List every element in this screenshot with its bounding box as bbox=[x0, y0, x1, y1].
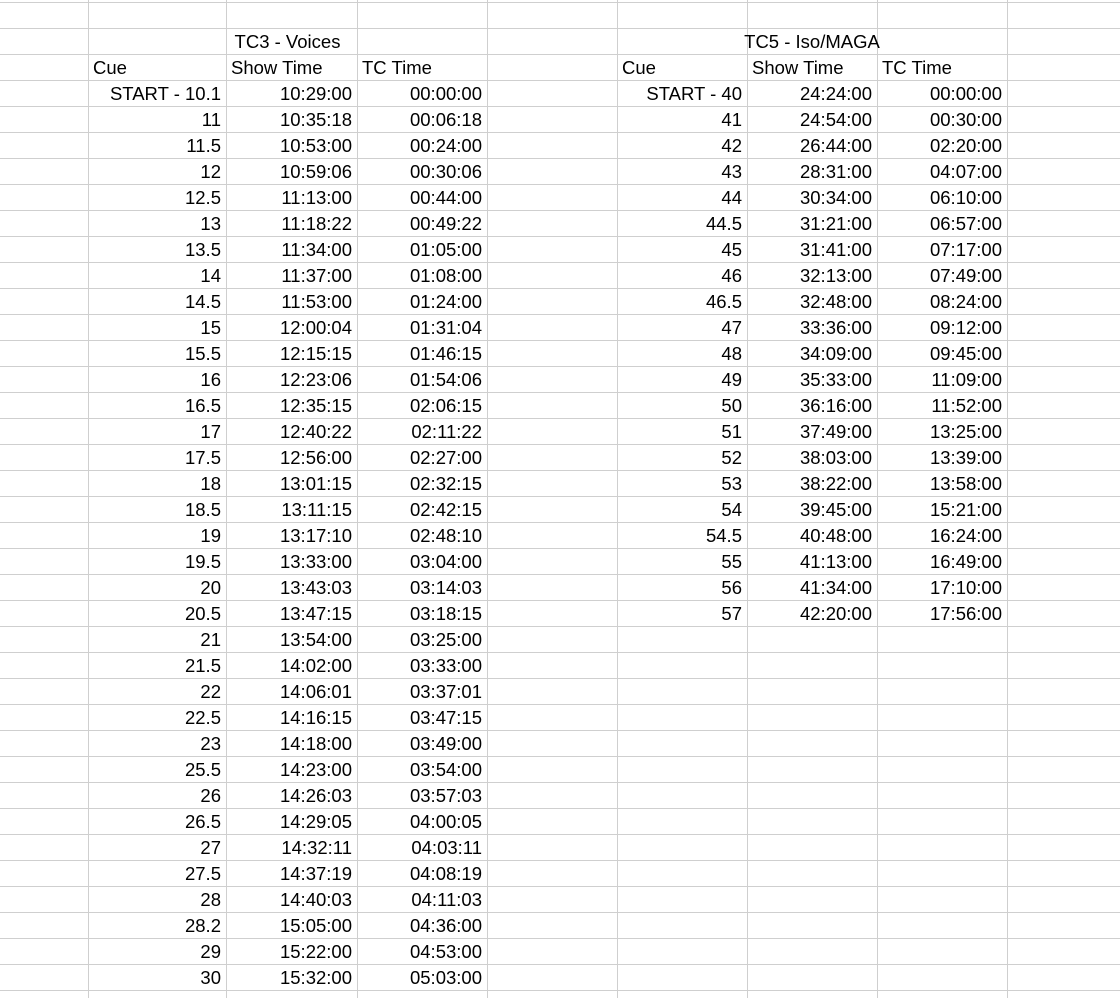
tc-time-cell[interactable]: 00:00:00 bbox=[929, 83, 1002, 104]
show-time-cell[interactable]: 31:21:00 bbox=[799, 213, 872, 234]
show-time-cell[interactable]: 24:54:00 bbox=[799, 109, 872, 130]
tc-time-cell[interactable]: 00:24:00 bbox=[409, 135, 482, 156]
show-time-cell[interactable]: 12:40:22 bbox=[279, 421, 352, 442]
tc-time-cell[interactable]: 16:24:00 bbox=[929, 525, 1002, 546]
show-time-cell[interactable]: 38:22:00 bbox=[799, 473, 872, 494]
cue-cell[interactable]: 22.5 bbox=[184, 707, 221, 728]
show-time-cell[interactable]: 10:59:06 bbox=[279, 161, 352, 182]
cue-cell[interactable]: 17 bbox=[200, 421, 221, 442]
show-time-cell[interactable]: 34:09:00 bbox=[799, 343, 872, 364]
cue-cell[interactable]: 23 bbox=[200, 733, 221, 754]
show-time-cell[interactable]: 13:54:00 bbox=[279, 629, 352, 650]
show-time-cell[interactable]: 33:36:00 bbox=[799, 317, 872, 338]
show-time-cell[interactable]: 40:48:00 bbox=[799, 525, 872, 546]
grid-column-line bbox=[487, 0, 488, 998]
cue-cell[interactable]: 19 bbox=[200, 525, 221, 546]
show-time-cell[interactable]: 28:31:00 bbox=[799, 161, 872, 182]
tc-time-cell[interactable]: 00:49:22 bbox=[409, 213, 482, 234]
show-time-cell[interactable]: 14:26:03 bbox=[279, 785, 352, 806]
header-cue[interactable]: Cue bbox=[622, 57, 656, 78]
show-time-cell[interactable]: 11:37:00 bbox=[281, 265, 352, 286]
show-time-cell[interactable]: 41:13:00 bbox=[799, 551, 872, 572]
tc-time-cell[interactable]: 09:45:00 bbox=[929, 343, 1002, 364]
tc-time-cell[interactable]: 01:46:15 bbox=[409, 343, 482, 364]
cue-cell[interactable]: 27 bbox=[200, 837, 221, 858]
show-time-cell[interactable]: 14:37:19 bbox=[279, 863, 352, 884]
tc-time-cell[interactable]: 01:24:00 bbox=[409, 291, 482, 312]
cue-cell[interactable]: 25.5 bbox=[184, 759, 221, 780]
tc-time-cell[interactable]: 03:33:00 bbox=[409, 655, 482, 676]
show-time-cell[interactable]: 15:22:00 bbox=[279, 941, 352, 962]
cue-cell[interactable]: 20.5 bbox=[184, 603, 221, 624]
show-time-cell[interactable]: 11:13:00 bbox=[281, 187, 352, 208]
tc-time-cell[interactable]: 01:54:06 bbox=[409, 369, 482, 390]
cue-cell[interactable]: 18 bbox=[200, 473, 221, 494]
show-time-cell[interactable]: 13:11:15 bbox=[281, 499, 352, 520]
show-time-cell[interactable]: 14:40:03 bbox=[279, 889, 352, 910]
tc-time-cell[interactable]: 02:06:15 bbox=[409, 395, 482, 416]
tc-time-cell[interactable]: 02:32:15 bbox=[409, 473, 482, 494]
tc-time-cell[interactable]: 02:20:00 bbox=[929, 135, 1002, 156]
cue-cell[interactable]: 46 bbox=[721, 265, 742, 286]
cue-cell[interactable]: 48 bbox=[721, 343, 742, 364]
show-time-cell[interactable]: 10:53:00 bbox=[279, 135, 352, 156]
cue-cell[interactable]: 56 bbox=[721, 577, 742, 598]
tc-time-cell[interactable]: 03:47:15 bbox=[409, 707, 482, 728]
tc-time-cell[interactable]: 07:49:00 bbox=[929, 265, 1002, 286]
tc-time-cell[interactable]: 04:00:05 bbox=[409, 811, 482, 832]
tc-time-cell[interactable]: 04:11:03 bbox=[411, 889, 482, 910]
tc-time-cell[interactable]: 11:09:00 bbox=[931, 369, 1002, 390]
tc-time-cell[interactable]: 04:53:00 bbox=[409, 941, 482, 962]
grid-column-line bbox=[1007, 0, 1008, 998]
show-time-cell[interactable]: 26:44:00 bbox=[799, 135, 872, 156]
tc-time-cell[interactable]: 17:56:00 bbox=[929, 603, 1002, 624]
tc-time-cell[interactable]: 01:31:04 bbox=[409, 317, 482, 338]
tc-time-cell[interactable]: 01:08:00 bbox=[409, 265, 482, 286]
tc-time-cell[interactable]: 16:49:00 bbox=[929, 551, 1002, 572]
cue-cell[interactable]: 54 bbox=[721, 499, 742, 520]
show-time-cell[interactable]: 13:43:03 bbox=[279, 577, 352, 598]
tc-time-cell[interactable]: 13:58:00 bbox=[929, 473, 1002, 494]
cue-cell[interactable]: 49 bbox=[721, 369, 742, 390]
show-time-cell[interactable]: 11:34:00 bbox=[281, 239, 352, 260]
tc-time-cell[interactable]: 05:03:00 bbox=[409, 967, 482, 988]
tc-time-cell[interactable]: 01:05:00 bbox=[409, 239, 482, 260]
show-time-cell[interactable]: 10:29:00 bbox=[279, 83, 352, 104]
show-time-cell[interactable]: 42:20:00 bbox=[799, 603, 872, 624]
cue-cell[interactable]: 13 bbox=[200, 213, 221, 234]
cue-cell[interactable]: 11.5 bbox=[186, 135, 221, 156]
cue-cell[interactable]: 46.5 bbox=[705, 291, 742, 312]
cue-cell[interactable]: 14.5 bbox=[184, 291, 221, 312]
cue-cell[interactable]: 44 bbox=[721, 187, 742, 208]
cue-cell[interactable]: 55 bbox=[721, 551, 742, 572]
show-time-cell[interactable]: 13:17:10 bbox=[279, 525, 352, 546]
tc-time-cell[interactable]: 02:48:10 bbox=[409, 525, 482, 546]
show-time-cell[interactable]: 13:47:15 bbox=[279, 603, 352, 624]
show-time-cell[interactable]: 10:35:18 bbox=[279, 109, 352, 130]
cue-cell[interactable]: 12.5 bbox=[184, 187, 221, 208]
show-time-cell[interactable]: 13:33:00 bbox=[279, 551, 352, 572]
show-time-cell[interactable]: 39:45:00 bbox=[799, 499, 872, 520]
tc-time-cell[interactable]: 00:30:00 bbox=[929, 109, 1002, 130]
tc-time-cell[interactable]: 06:10:00 bbox=[929, 187, 1002, 208]
cue-cell[interactable]: 11 bbox=[201, 109, 221, 130]
show-time-cell[interactable]: 15:32:00 bbox=[279, 967, 352, 988]
show-time-cell[interactable]: 14:16:15 bbox=[279, 707, 352, 728]
tc-time-cell[interactable]: 04:03:11 bbox=[411, 837, 482, 858]
show-time-cell[interactable]: 37:49:00 bbox=[799, 421, 872, 442]
tc-time-cell[interactable]: 00:30:06 bbox=[409, 161, 482, 182]
cue-cell[interactable]: 53 bbox=[721, 473, 742, 494]
cue-cell[interactable]: 30 bbox=[200, 967, 221, 988]
tc-time-cell[interactable]: 04:36:00 bbox=[409, 915, 482, 936]
cue-cell[interactable]: 29 bbox=[200, 941, 221, 962]
cue-cell[interactable]: 17.5 bbox=[184, 447, 221, 468]
tc-time-cell[interactable]: 13:25:00 bbox=[929, 421, 1002, 442]
header-show-time[interactable]: Show Time bbox=[231, 57, 323, 78]
tc-time-cell[interactable]: 02:27:00 bbox=[409, 447, 482, 468]
cue-cell[interactable]: 26 bbox=[200, 785, 221, 806]
tc-time-cell[interactable]: 06:57:00 bbox=[929, 213, 1002, 234]
show-time-cell[interactable]: 12:15:15 bbox=[279, 343, 352, 364]
table-title[interactable]: TC5 - Iso/MAGA bbox=[744, 31, 880, 52]
show-time-cell[interactable]: 14:29:05 bbox=[279, 811, 352, 832]
cue-cell[interactable]: 43 bbox=[721, 161, 742, 182]
tc-time-cell[interactable]: 03:04:00 bbox=[409, 551, 482, 572]
show-time-cell[interactable]: 30:34:00 bbox=[799, 187, 872, 208]
cue-cell[interactable]: 57 bbox=[721, 603, 742, 624]
tc-time-cell[interactable]: 00:06:18 bbox=[409, 109, 482, 130]
cue-cell[interactable]: START - 40 bbox=[646, 83, 742, 104]
cue-cell[interactable]: 52 bbox=[721, 447, 742, 468]
tc-time-cell[interactable]: 04:07:00 bbox=[929, 161, 1002, 182]
cue-cell[interactable]: 47 bbox=[721, 317, 742, 338]
cue-cell[interactable]: 15 bbox=[200, 317, 221, 338]
cue-cell[interactable]: 41 bbox=[721, 109, 742, 130]
cue-cell[interactable]: 14 bbox=[200, 265, 221, 286]
show-time-cell[interactable]: 32:48:00 bbox=[799, 291, 872, 312]
show-time-cell[interactable]: 36:16:00 bbox=[799, 395, 872, 416]
cue-cell[interactable]: 45 bbox=[721, 239, 742, 260]
cue-cell[interactable]: 12 bbox=[200, 161, 221, 182]
cue-cell[interactable]: 21 bbox=[200, 629, 221, 650]
tc-time-cell[interactable]: 13:39:00 bbox=[929, 447, 1002, 468]
show-time-cell[interactable]: 14:02:00 bbox=[279, 655, 352, 676]
cue-cell[interactable]: 13.5 bbox=[184, 239, 221, 260]
tc-time-cell[interactable]: 15:21:00 bbox=[929, 499, 1002, 520]
show-time-cell[interactable]: 13:01:15 bbox=[279, 473, 352, 494]
cue-cell[interactable]: 44.5 bbox=[705, 213, 742, 234]
cue-cell[interactable]: 26.5 bbox=[184, 811, 221, 832]
show-time-cell[interactable]: 32:13:00 bbox=[799, 265, 872, 286]
tc-time-cell[interactable]: 03:54:00 bbox=[409, 759, 482, 780]
show-time-cell[interactable]: 31:41:00 bbox=[799, 239, 872, 260]
tc-time-cell[interactable]: 11:52:00 bbox=[931, 395, 1002, 416]
cue-cell[interactable]: 18.5 bbox=[184, 499, 221, 520]
cue-cell[interactable]: 27.5 bbox=[184, 863, 221, 884]
show-time-cell[interactable]: 24:24:00 bbox=[799, 83, 872, 104]
show-time-cell[interactable]: 14:06:01 bbox=[279, 681, 352, 702]
tc-time-cell[interactable]: 03:37:01 bbox=[409, 681, 482, 702]
cue-cell[interactable]: 21.5 bbox=[184, 655, 221, 676]
tc-time-cell[interactable]: 02:42:15 bbox=[409, 499, 482, 520]
show-time-cell[interactable]: 12:23:06 bbox=[279, 369, 352, 390]
header-tc-time[interactable]: TC Time bbox=[362, 57, 432, 78]
show-time-cell[interactable]: 12:56:00 bbox=[279, 447, 352, 468]
tc-time-cell[interactable]: 08:24:00 bbox=[929, 291, 1002, 312]
show-time-cell[interactable]: 11:53:00 bbox=[281, 291, 352, 312]
cue-cell[interactable]: 16.5 bbox=[184, 395, 221, 416]
tc-time-cell[interactable]: 02:11:22 bbox=[411, 421, 482, 442]
show-time-cell[interactable]: 12:00:04 bbox=[279, 317, 352, 338]
tc-time-cell[interactable]: 17:10:00 bbox=[929, 577, 1002, 598]
tc-time-cell[interactable]: 07:17:00 bbox=[929, 239, 1002, 260]
cue-cell[interactable]: START - 10.1 bbox=[109, 83, 221, 104]
tc-time-cell[interactable]: 03:25:00 bbox=[409, 629, 482, 650]
show-time-cell[interactable]: 38:03:00 bbox=[799, 447, 872, 468]
show-time-cell[interactable]: 14:18:00 bbox=[279, 733, 352, 754]
cue-cell[interactable]: 50 bbox=[721, 395, 742, 416]
show-time-cell[interactable]: 15:05:00 bbox=[279, 915, 352, 936]
tc-time-cell[interactable]: 09:12:00 bbox=[929, 317, 1002, 338]
show-time-cell[interactable]: 11:18:22 bbox=[281, 213, 352, 234]
header-cue[interactable]: Cue bbox=[93, 57, 127, 78]
cue-cell[interactable]: 20 bbox=[200, 577, 221, 598]
tc-time-cell[interactable]: 03:18:15 bbox=[409, 603, 482, 624]
cue-cell[interactable]: 54.5 bbox=[705, 525, 742, 546]
cue-cell[interactable]: 15.5 bbox=[184, 343, 221, 364]
cue-cell[interactable]: 51 bbox=[721, 421, 742, 442]
show-time-cell[interactable]: 12:35:15 bbox=[279, 395, 352, 416]
tc-time-cell[interactable]: 03:49:00 bbox=[409, 733, 482, 754]
table-title[interactable]: TC3 - Voices bbox=[234, 31, 341, 52]
cue-cell[interactable]: 19.5 bbox=[184, 551, 221, 572]
tc-time-cell[interactable]: 03:14:03 bbox=[409, 577, 482, 598]
tc-time-cell[interactable]: 00:00:00 bbox=[409, 83, 482, 104]
cue-cell[interactable]: 22 bbox=[200, 681, 221, 702]
show-time-cell[interactable]: 35:33:00 bbox=[799, 369, 872, 390]
header-tc-time[interactable]: TC Time bbox=[882, 57, 952, 78]
cue-cell[interactable]: 28.2 bbox=[184, 915, 221, 936]
header-show-time[interactable]: Show Time bbox=[752, 57, 844, 78]
cue-cell[interactable]: 16 bbox=[200, 369, 221, 390]
grid-row-line bbox=[0, 2, 1120, 3]
show-time-cell[interactable]: 14:32:11 bbox=[281, 837, 352, 858]
tc-time-cell[interactable]: 03:57:03 bbox=[409, 785, 482, 806]
cue-cell[interactable]: 42 bbox=[721, 135, 742, 156]
show-time-cell[interactable]: 41:34:00 bbox=[799, 577, 872, 598]
tc-time-cell[interactable]: 04:08:19 bbox=[409, 863, 482, 884]
tc-time-cell[interactable]: 00:44:00 bbox=[409, 187, 482, 208]
cue-cell[interactable]: 28 bbox=[200, 889, 221, 910]
show-time-cell[interactable]: 14:23:00 bbox=[279, 759, 352, 780]
